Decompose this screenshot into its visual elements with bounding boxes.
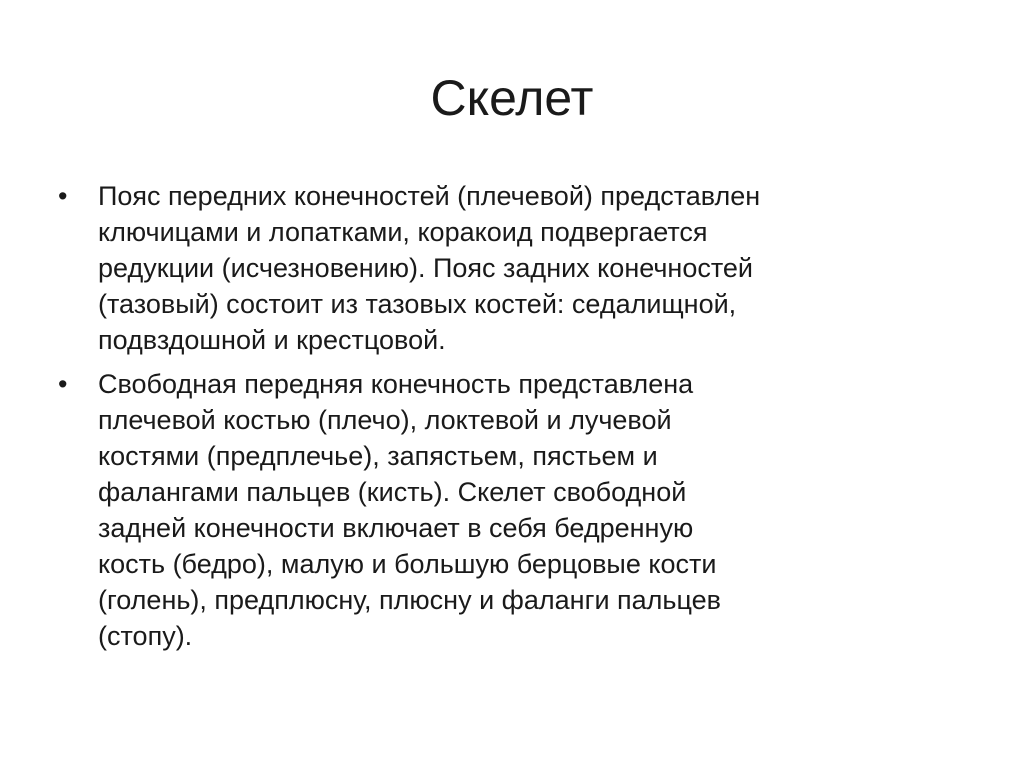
- bullet-icon: •: [58, 181, 68, 211]
- slide-title: Скелет: [430, 70, 594, 126]
- bullet-text: Свободная передняя конечность представлена плечевой костью (плечо), локтевой и лучевой костями (предплечье), запястьем, пястьем и фалангами пальцев (кисть). Скелет свободной задней конечности включает в себя бедренную кость (бедро), малую и большую берцовые кости (голень), предплюсну, плюсну и фаланги пальцев (стопу).: [98, 369, 722, 651]
- bullet-list: [58, 178, 958, 662]
- bullet-item-shoulder-pelvic-girdle: [58, 178, 958, 358]
- bullet-icon: •: [58, 369, 68, 399]
- bullet-text: Пояс передних конечностей (плечевой) представлен ключицами и лопатками, коракоид подвергается редукции (исчезновению). Пояс задних конечностей (тазовый) состоит из тазовых костей: седалищной, подвздошной и крестцовой.: [98, 181, 761, 355]
- bullet-item-free-limbs: [58, 366, 958, 654]
